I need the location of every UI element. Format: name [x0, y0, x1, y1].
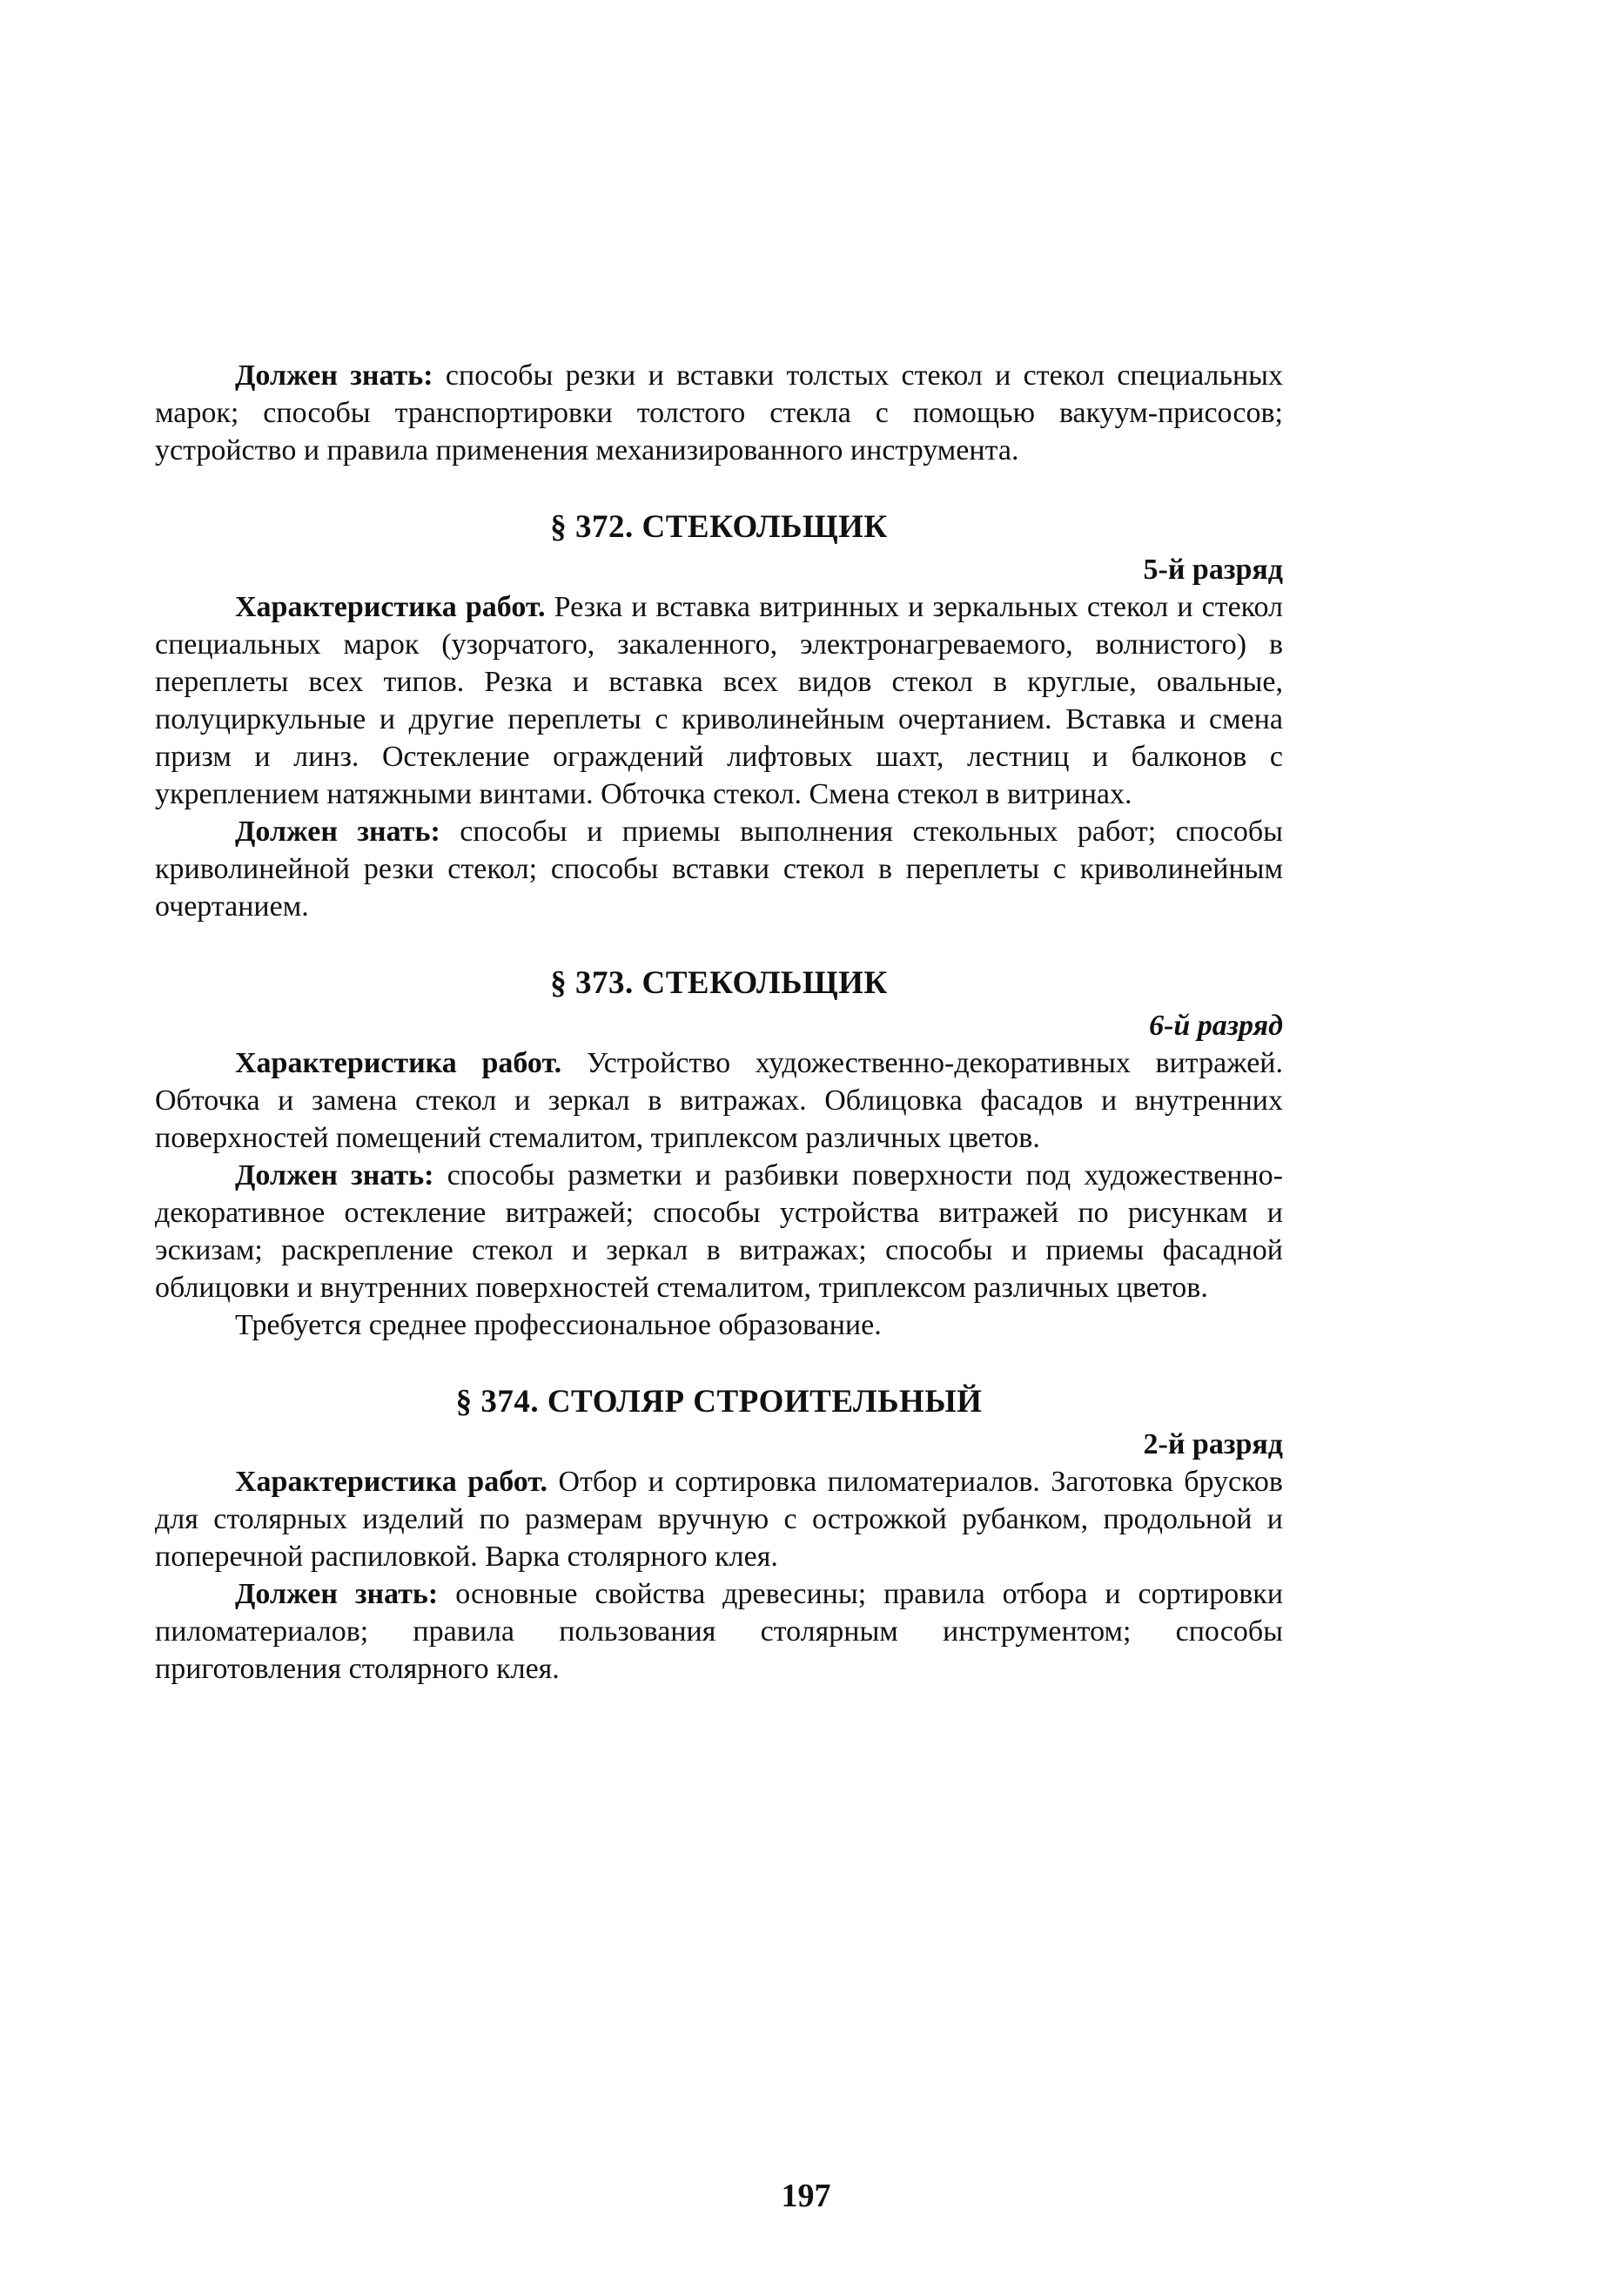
knowledge-lead: Должен знать:: [235, 1578, 439, 1610]
characteristics-lead: Характеристика работ.: [235, 591, 546, 623]
characteristics-text: Резка и вставка витринных и зеркальных стекол и стекол специальных марок (узорчатого, закаленного, электронагреваемого, волнистого) в переплеты всех типов. Резка и вставка всех видов стекол в круглые, овальные, полуциркульные и другие переплеты с криволинейным очертанием. Вставка и смена призм и линз. Остекление ограждений лифтовых шахт, лестниц и балконов с укреплением натяжными винтами. Обточка стекол. Смена стекол в витринах.: [155, 591, 1283, 810]
intro-knowledge-paragraph: [155, 357, 1283, 469]
knowledge-lead: Должен знать:: [235, 359, 433, 392]
knowledge-text: способы резки и вставки толстых стекол и стекол специальных марок; способы транспортировки толстого стекла с помощью вакуум-присосов; устройство и правила применения механизированного инструмента.: [155, 359, 1284, 467]
grade-label: 6-й разряд: [1149, 1010, 1283, 1042]
characteristics-lead: Характеристика работ.: [235, 1466, 547, 1498]
knowledge-paragraph: [155, 1157, 1283, 1306]
education-requirement: Требуется среднее профессиональное образование.: [235, 1309, 882, 1341]
section-373: [155, 963, 1283, 1344]
page-content: [155, 357, 1283, 1688]
work-characteristics-paragraph: [155, 1463, 1283, 1575]
knowledge-text: способы разметки и разбивки поверхности под художественно-декоративное остекление витражей; способы устройства витражей по рисункам и эскизам; раскрепление стекол и зеркал в витражах; способы и приемы фасадной облицовки и внутренних поверхностей стемалитом, триплексом различных цветов.: [155, 1159, 1283, 1304]
page-number: 197: [781, 2178, 831, 2214]
knowledge-paragraph: [155, 1575, 1283, 1688]
work-characteristics-paragraph: [155, 1044, 1283, 1157]
section-title: § 374. СТОЛЯР СТРОИТЕЛЬНЫЙ: [455, 1384, 983, 1420]
section-title: § 372. СТЕКОЛЬЩИК: [550, 509, 888, 545]
knowledge-text: основные свойства древесины; правила отбора и сортировки пиломатериалов; правила пользования столярным инструментом; способы приготовления столярного клея.: [155, 1578, 1284, 1685]
grade-label: 5-й разряд: [1143, 554, 1283, 586]
work-characteristics-paragraph: [155, 588, 1283, 813]
knowledge-paragraph: [155, 813, 1283, 925]
section-374: [155, 1382, 1283, 1688]
characteristics-lead: Характеристика работ.: [235, 1047, 562, 1079]
section-372: [155, 507, 1283, 925]
characteristics-text: Отбор и сортировка пиломатериалов. Заготовка брусков для столярных изделий по размерам вручную с острожкой рубанком, продольной и поперечной распиловкой. Варка столярного клея.: [155, 1466, 1283, 1573]
knowledge-lead: Должен знать:: [235, 816, 440, 848]
knowledge-text: способы и приемы выполнения стекольных работ; способы криволинейной резки стекол; способы вставки стекол в переплеты с криволинейным очертанием.: [155, 816, 1283, 923]
characteristics-text: Устройство художественно-декоративных витражей. Обточка и замена стекол и зеркал в витражах. Облицовка фасадов и внутренних поверхностей помещений стемалитом, триплексом различных цветов.: [155, 1047, 1283, 1154]
grade-label: 2-й разряд: [1143, 1428, 1283, 1460]
section-title: § 373. СТЕКОЛЬЩИК: [550, 965, 888, 1001]
knowledge-lead: Должен знать:: [235, 1159, 434, 1192]
